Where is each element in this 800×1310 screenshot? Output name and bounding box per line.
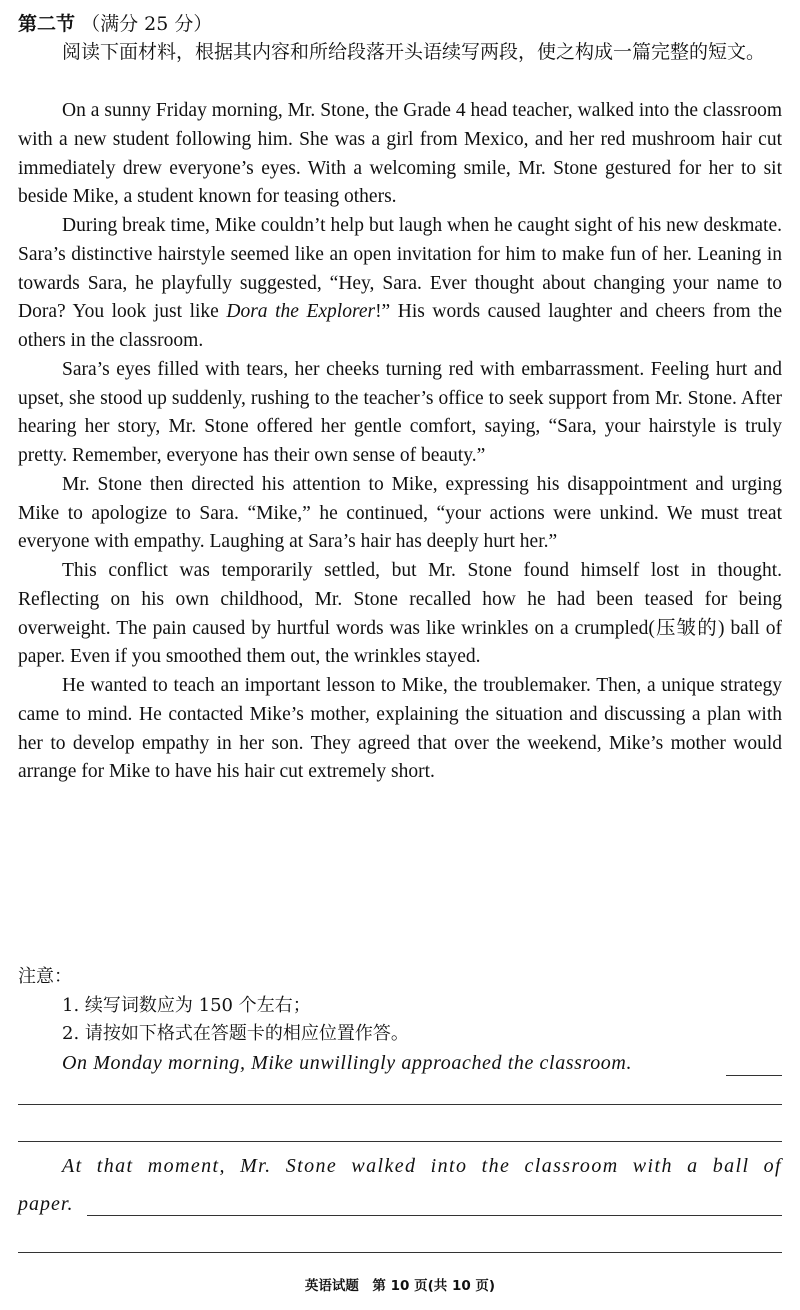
passage-paragraph-1: On a sunny Friday morning, Mr. Stone, the Grade 4 head teacher, walked into the classroom with a new student following him. She was a girl from Mexico, and her red mushroom hair cut immediately drew everyone’s eyes. With a welcoming smile, Mr. Stone gestured for her to sit beside Mike, a student known for teasing others. xyxy=(18,100,782,208)
continuation-prompt-1: On Monday morning, Mike unwillingly approached the classroom. xyxy=(62,1052,633,1074)
section-title: 第二节 xyxy=(18,13,76,35)
continuation-prompt-2-line-1: At that moment, Mr. Stone walked into the classroom with a ball of xyxy=(62,1155,782,1177)
answer-line[interactable] xyxy=(18,1252,782,1253)
passage-book-title: Dora the Explorer xyxy=(226,301,376,323)
passage-paragraph-2-part-a: During break time, Mike couldn’t help but laugh when he caught sight of his new deskmate. Sara’s distinctive hairstyle seemed like an open invitation for him to make fun of her. Leaning in towards Sara, he playfully suggested, “Hey, Sara. Ever thought about changing your name to Dora? You look just like xyxy=(18,215,782,323)
answer-line[interactable] xyxy=(18,1141,782,1142)
instructions xyxy=(18,38,782,66)
notes-label: 注意： xyxy=(18,966,72,987)
continuation-prompt-2-line-2: paper. xyxy=(18,1193,74,1215)
note-item-1: 1. 续写词数应为 150 个左右； xyxy=(62,994,311,1016)
passage-paragraph-2-part-b: !” His words caused laughter and cheers from the others in the classroom. xyxy=(18,301,782,351)
page-footer: 英语试题 第 10 页(共 10 页) xyxy=(304,1278,496,1294)
passage-paragraph-2 xyxy=(18,212,782,356)
answer-blank-2[interactable] xyxy=(87,1215,782,1216)
answer-line[interactable] xyxy=(18,1104,782,1105)
answer-blank-1[interactable] xyxy=(726,1075,782,1076)
section-heading xyxy=(18,10,212,38)
passage-paragraph-6: He wanted to teach an important lesson to Mike, the troublemaker. Then, a unique strategy came to mind. He contacted Mike’s mother, explaining the situation and discussing a plan with her to develop empathy in her son. They agreed that over the weekend, Mike’s mother would arrange for Mike to have his hair cut extremely short. xyxy=(18,675,782,783)
passage-paragraph-4: Mr. Stone then directed his attention to Mike, expressing his disappointment and urging Mike to apologize to Sara. “Mike,” he continued, “your actions were unkind. We must treat everyone with empathy. Laughing at Sara’s hair has deeply hurt her.” xyxy=(18,473,782,553)
passage-paragraph-5: This conflict was temporarily settled, but Mr. Stone found himself lost in thought. Reflecting on his own childhood, Mr. Stone recalled how he had been teased for being overweight. The pain caused by hurtful words was like wrinkles on a crumpled(压皱的) ball of paper. Even if you smoothed them out, the wrinkles stayed. xyxy=(18,560,782,668)
reading-passage xyxy=(18,97,782,787)
instructions-text: 阅读下面材料，根据其内容和所给段落开头语续写两段，使之构成一篇完整的短文。 xyxy=(62,41,766,63)
passage-paragraph-3: Sara’s eyes filled with tears, her cheeks turning red with embarrassment. Feeling hurt and upset, she stood up suddenly, rushing to the teacher’s office to seek support from Mr. Stone. After hearing her story, Mr. Stone offered her gentle comfort, saying, “Sara, your hairstyle is truly pretty. Remember, everyone has their own sense of beauty.” xyxy=(18,358,782,466)
note-item-2: 2. 请按如下格式在答题卡的相应位置作答。 xyxy=(62,1023,409,1045)
section-score: （满分 25 分） xyxy=(81,13,213,35)
notes-section xyxy=(18,963,782,1049)
